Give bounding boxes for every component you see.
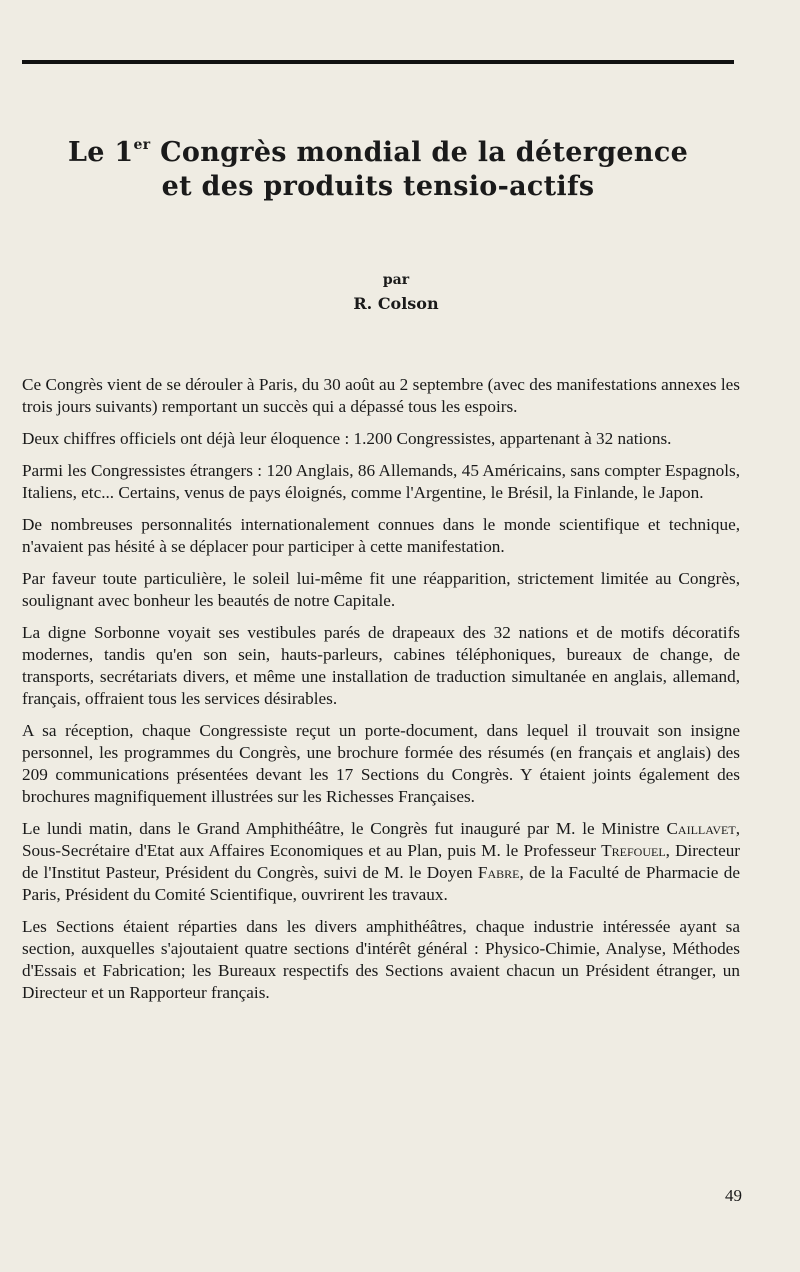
byline-author: R. Colson: [353, 294, 439, 313]
paragraph-6: La digne Sorbonne voyait ses vestibules parés de drapeaux des 32 nations et de motifs décoratifs modernes, tandis qu'en son sein, hauts-parleurs, cabines téléphoniques, bureaux de change, de transports, secrétariats divers, et même une installation de traduction simultanée en anglais, allemand, français, offraient tous les services désirables.: [22, 623, 740, 708]
paragraph-1: Ce Congrès vient de se dérouler à Paris, du 30 août au 2 septembre (avec des manifestations annexes les trois jours suivants) remportant un succès qui a dépassé tous les espoirs.: [22, 375, 740, 416]
paragraph-7: A sa réception, chaque Congressiste reçut un porte-document, dans lequel il trouvait son insigne personnel, les programmes du Congrès, une brochure formée des résumés (en français et anglais) des 209 communications présentées devant les 17 Sections du Congrès. Y étaient joints également des brochures magnifiquement illustrées sur les Richesses Françaises.: [22, 721, 740, 806]
paragraph-8-part-c: , Directeur de l'Institut Pasteur, Président du Congrès, suivi de M. le Doyen: [22, 841, 741, 882]
top-rule: [22, 60, 734, 64]
title-line-1: [22, 128, 734, 170]
paragraph-8-part-a: Le lundi matin, dans le Grand Amphithéâtre, le Congrès fut inauguré par M. le Ministre: [22, 819, 667, 838]
title-rest: Congrès mondial de la détergence: [150, 137, 689, 168]
paragraph-8: [22, 818, 740, 906]
paragraph-5: Par faveur toute particulière, le soleil lui-même fit une réapparition, strictement limitée au Congrès, soulignant avec bonheur les beautés de notre Capitale.: [22, 569, 740, 610]
title-superscript: er: [133, 137, 151, 153]
paragraph-4: De nombreuses personnalités internationalement connues dans le monde scientifique et technique, n'avaient pas hésité à se déplacer pour participer à cette manifestation.: [22, 515, 740, 556]
name-fabre: Fabre: [477, 863, 520, 882]
paragraph-8-part-b: , Sous-Secrétaire d'Etat aux Affaires Economiques et au Plan, puis M. le Professeur: [22, 819, 740, 860]
article-title: [22, 128, 734, 204]
paragraph-2: Deux chiffres officiels ont déjà leur éloquence : 1.200 Congressistes, appartenant à 32 nations.: [22, 429, 672, 448]
byline-par: par: [382, 272, 410, 288]
title-prefix: Le 1: [67, 137, 134, 168]
title-line-2: et des produits tensio-actifs: [161, 171, 595, 202]
page-number: 49: [725, 1186, 742, 1205]
paragraph-8-part-d: , de la Faculté de Pharmacie de Paris, Président du Comité Scientifique, ouvrirent les travaux.: [22, 863, 740, 904]
paragraph-9: Les Sections étaient réparties dans les divers amphithéâtres, chaque industrie intéressée ayant sa section, auxquelles s'ajoutaient quatre sections d'intérêt général : Physico-Chimie, Analyse, Méthodes d'Essais et Fabrication; les Bureaux respectifs des Sections avaient chacun un Président étranger, un Directeur et un Rapporteur français.: [22, 917, 740, 1002]
name-trefouel: Trefouel: [601, 841, 666, 860]
article-body: [22, 374, 740, 1014]
paragraph-3: Parmi les Congressistes étrangers : 120 Anglais, 86 Allemands, 45 Américains, sans compter Espagnols, Italiens, etc... Certains, venus de pays éloignés, comme l'Argentine, le Brésil, la Finlande, le Japon.: [22, 461, 740, 502]
name-caillavet: Caillavet: [666, 819, 736, 838]
